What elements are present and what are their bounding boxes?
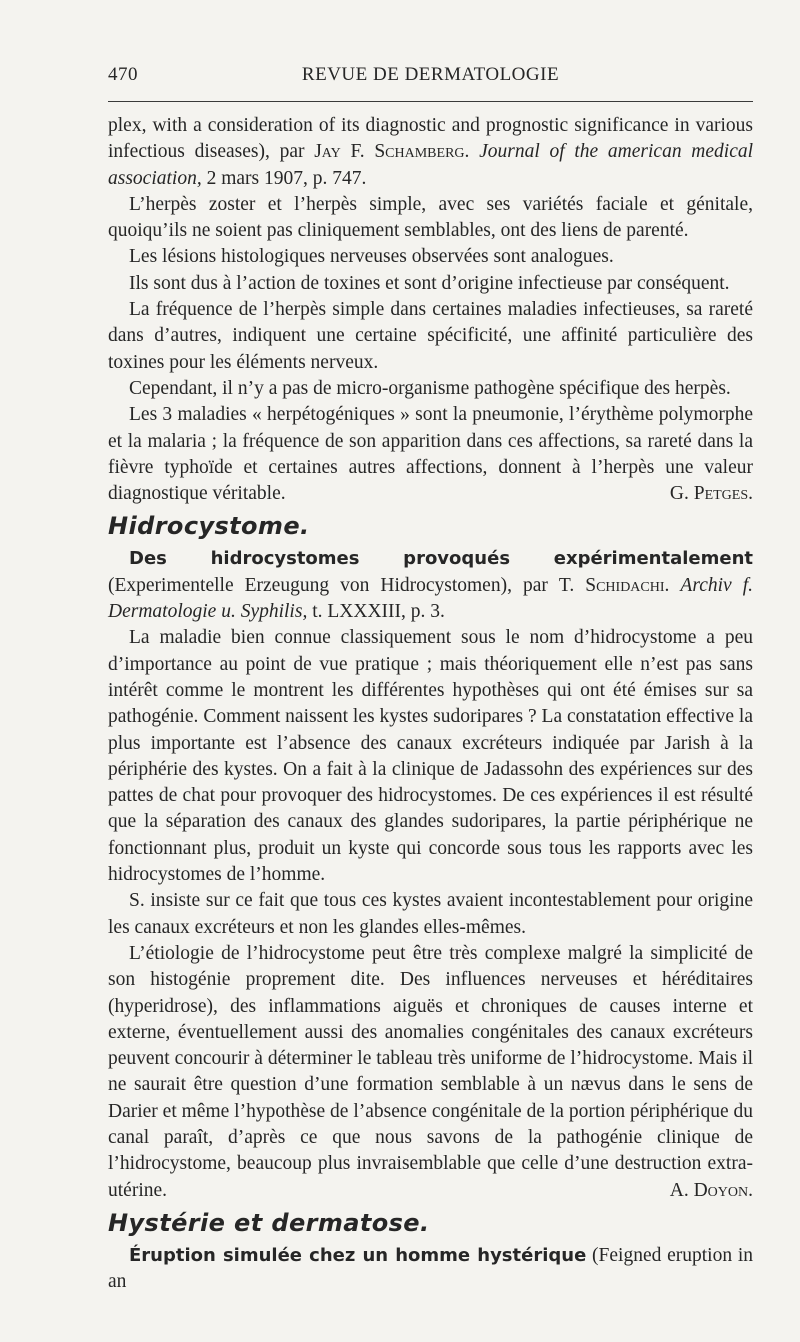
journal: Journal of the american medical association, bbox=[108, 141, 754, 189]
paragraph: Cependant, il n’y a pas de micro-organisme pathogène spécifique des herpès. bbox=[129, 377, 731, 399]
author: T. Schidachi. bbox=[558, 574, 670, 596]
paragraph: S. insiste sur ce fait que tous ces kystes avaient incontestablement pour origine les canaux excréteurs et non les glandes elles-mêmes. bbox=[108, 890, 753, 938]
article-title: Éruption simulée chez un homme hystérique (Feigned eruption in an bbox=[108, 1244, 754, 1293]
signature: A. Doyon. bbox=[669, 1179, 753, 1201]
page-header bbox=[108, 60, 753, 90]
paragraph: La maladie bien connue classiquement sous le nom d’hidrocystome a peu d’importance au point de vue pratique ; mais théoriquement elle n’est pas sans intérêt comme le montrent les différentes hypothèses qui ont été émises sur sa pathogénie. Comment naissent les kystes sudoripares ? La constatation effective la plus importante est l’absence des canaux excréteurs indiquée par Jarish à la périphérie des kystes. On a fait à la clinique de Jadassohn des expériences sur des pattes de chat pour provoquer des hidrocystomes. De ces expériences il est résulté que la séparation des canaux des glandes sudoripares, la partie périphérique ne fonctionnant plus, produit un kyste qui concorde sous tous les rapports avec les hidrocystomes de l’homme. bbox=[108, 627, 753, 886]
section-heading: Hystérie et dermatose. bbox=[108, 1208, 430, 1237]
page-number: 470 bbox=[108, 64, 138, 85]
body-text bbox=[108, 113, 753, 1295]
header-rule bbox=[108, 101, 753, 102]
article-title: Des hidrocystomes provoqués expérimentalement (Experimentelle Erzeugung von Hidrocystomen), par T. Schidachi. Archiv f. Dermatologie u. Syphilis, t. LXXXIII, p. 3. bbox=[108, 548, 753, 623]
paragraph: Les lésions histologiques nerveuses observées sont analogues. bbox=[129, 246, 614, 268]
journal: Archiv f. Dermatologie u. Syphilis, bbox=[108, 574, 753, 623]
paragraph: plex, with a consideration of its diagnostic and prognostic significance in various infectious diseases), par Jay F. Schamberg. Journal of the american medical association, 2 mars 1907, p. 747. bbox=[108, 115, 754, 189]
paragraph: Les 3 maladies « herpétogéniques » sont la pneumonie, l’érythème polymorphe et la malaria ; la fréquence de son apparition dans ces affections, sa rareté dans la fièvre typhoïde et certaines autres affections, donnent à l’herpès une valeur diagnostique véritable. G. Petges. bbox=[108, 402, 753, 507]
author: Jay F. Schamberg. bbox=[314, 141, 470, 163]
section-heading: Hidrocystome. bbox=[108, 512, 310, 541]
paragraph: La fréquence de l’herpès simple dans certaines maladies infectieuses, sa rareté dans d’autres, indiquent une certaine spécificité, une affinité particulière des toxines pour les éléments nerveux. bbox=[108, 299, 753, 373]
paragraph: L’étiologie de l’hidrocystome peut être très complexe malgré la simplicité de son histogénie proprement dite. Des influences nerveuses et héréditaires (hyperidrose), des inflammations aiguës et chroniques de causes interne et externe, éventuellement aussi des anomalies congénitales des canaux excréteurs peuvent concourir à déterminer le tableau très uniforme de l’hidrocystome. Mais il ne saurait être question d’une formation semblable à un nævus dans le sens de Darier et même l’hypothèse de l’absence congénitale de la portion périphérique du canal paraît, d’après ce que nous savons de la pathogénie clinique de l’hidrocystome, beaucoup plus invraisemblable que celle d’une destruction extra-utérine. A. Doyon. bbox=[108, 941, 753, 1204]
paragraph: L’herpès zoster et l’herpès simple, avec ses variétés faciale et génitale, quoiqu’ils ne soient pas cliniquement semblables, ont des liens de parenté. bbox=[108, 193, 753, 242]
paragraph: Ils sont dus à l’action de toxines et sont d’origine infectieuse par conséquent. bbox=[129, 272, 730, 294]
signature: G. Petges. bbox=[669, 483, 753, 505]
running-title: REVUE DE DERMATOLOGIE bbox=[301, 64, 560, 85]
